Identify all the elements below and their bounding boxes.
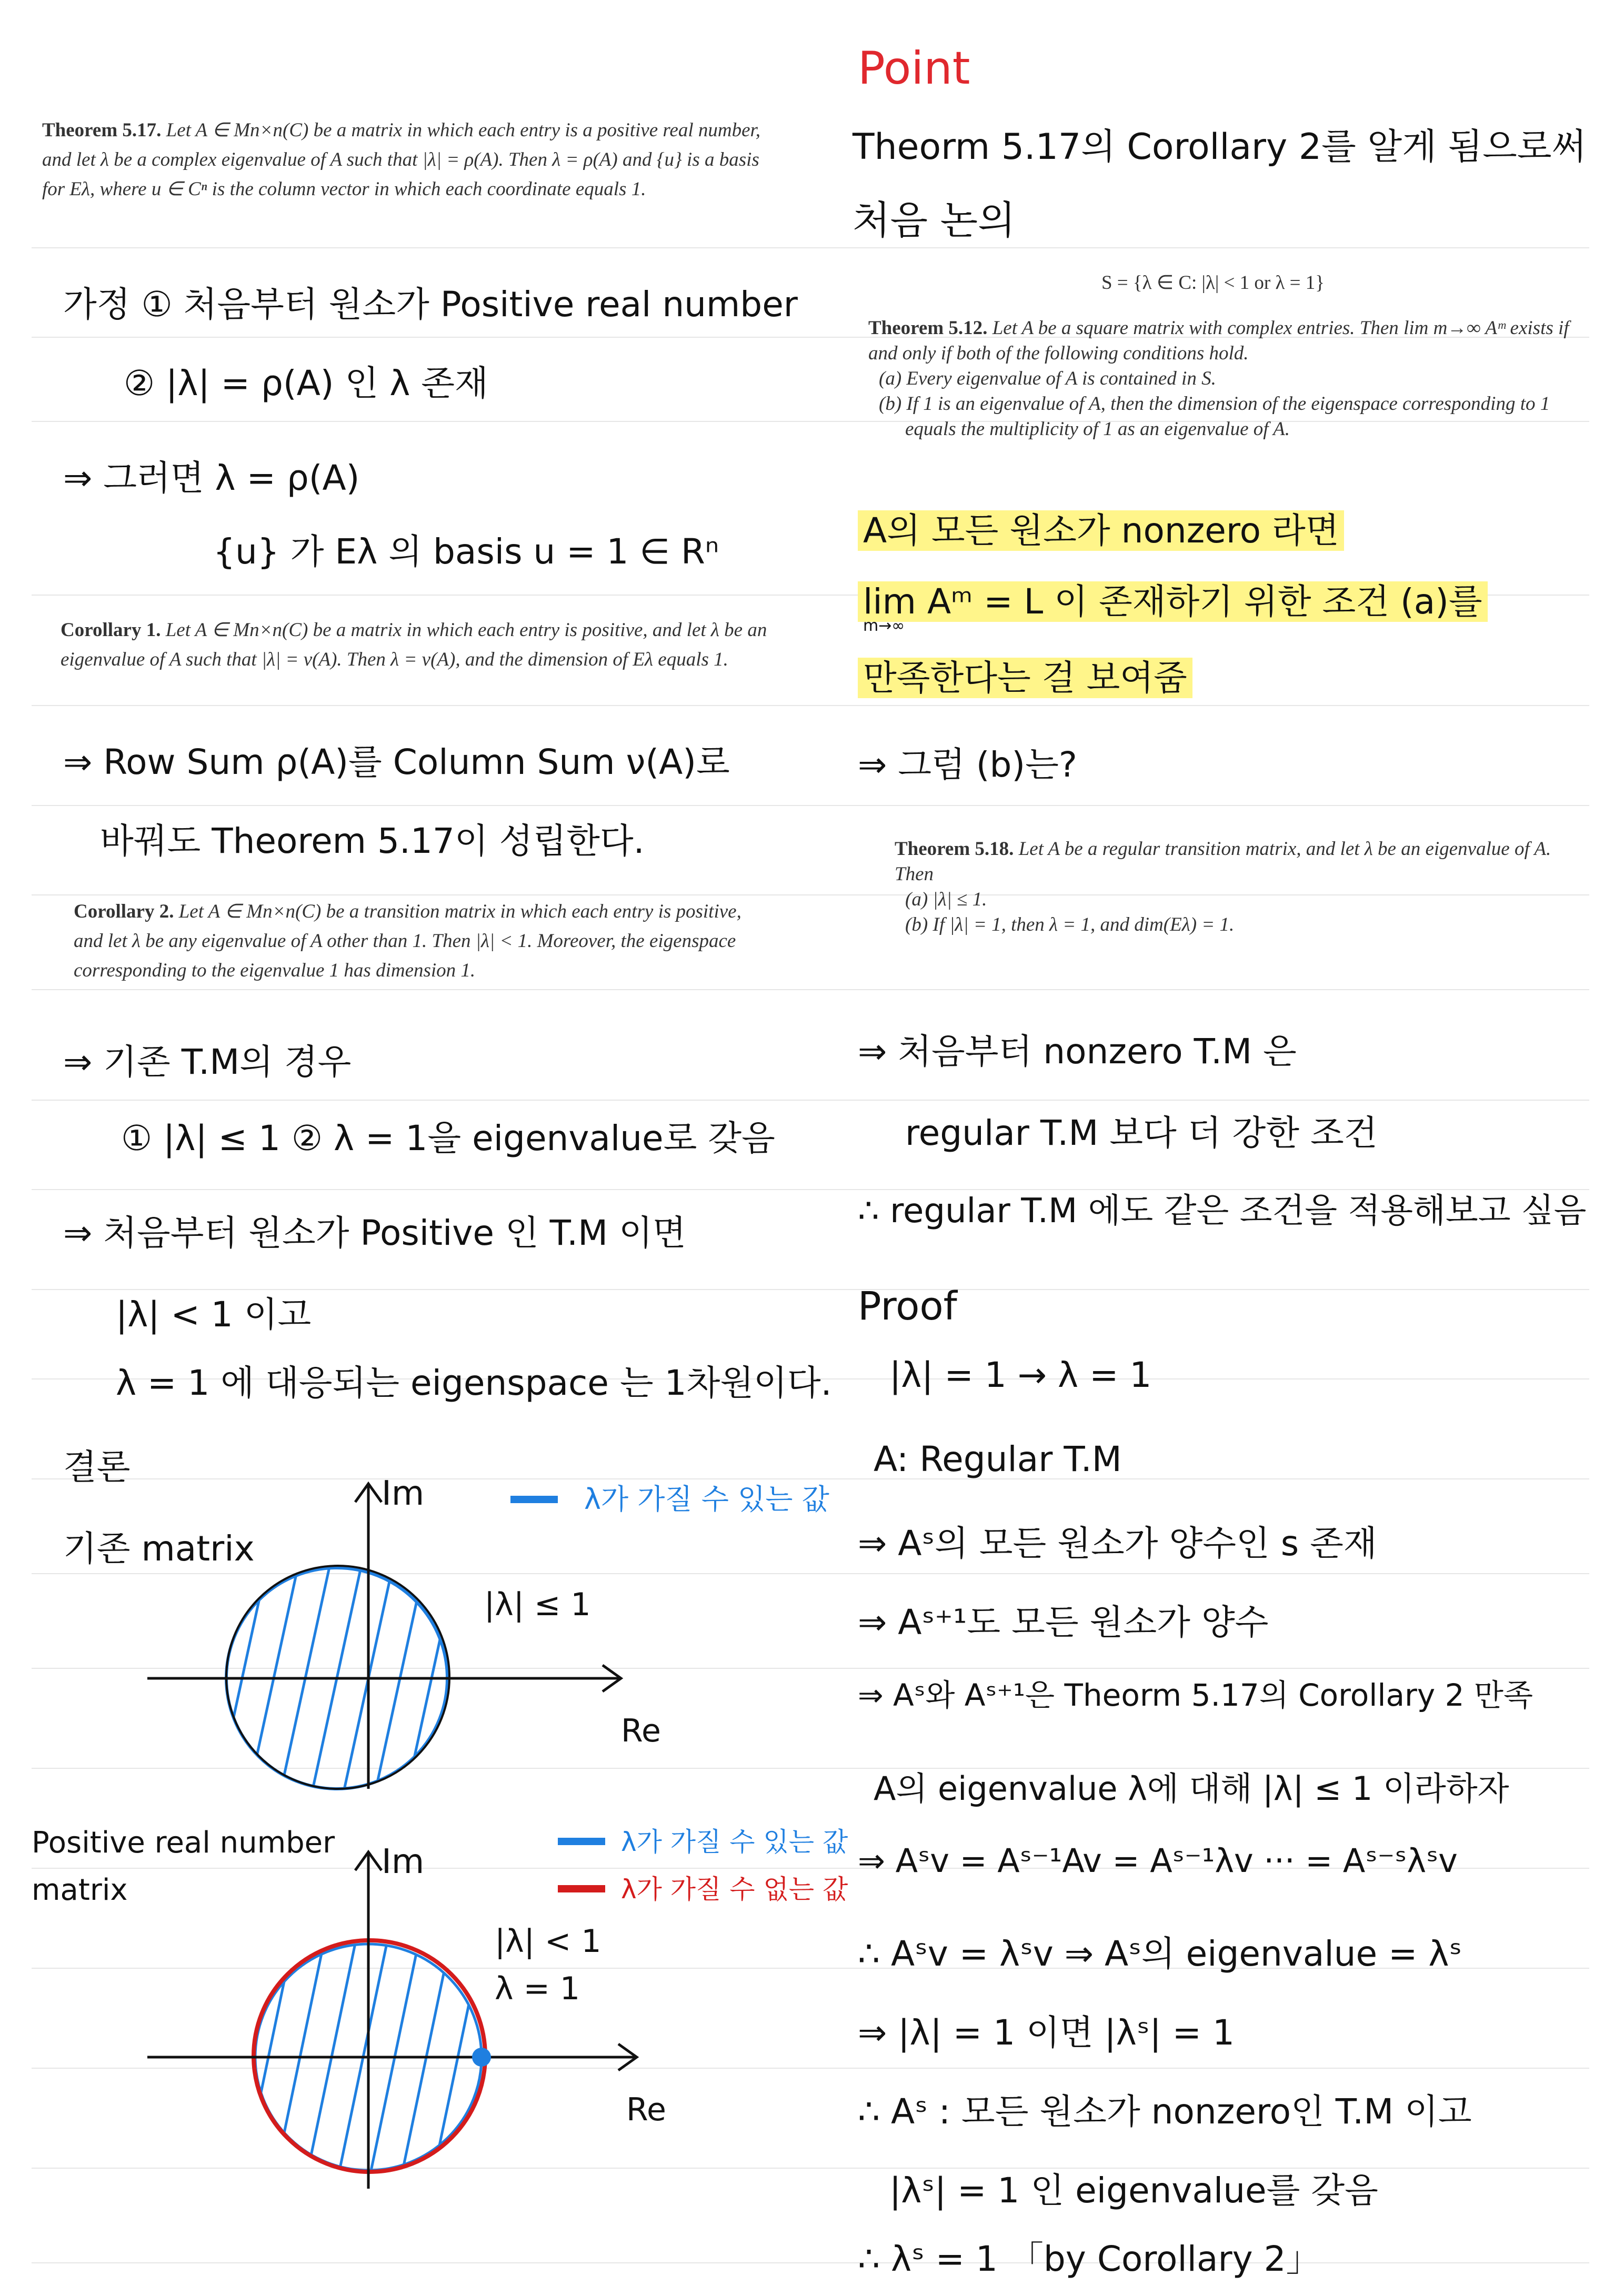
note1-line2: ② |λ| = ρ(A) 인 λ 존재: [124, 363, 488, 404]
highlight: 만족한다는 걸 보여줌: [858, 658, 1192, 698]
legend-blue-text: λ가 가질 수 있는 값: [584, 1483, 829, 1516]
lambda-one-point: [472, 2048, 491, 2067]
note2-line2: 바꿔도 Theorem 5.17이 성립한다.: [100, 821, 645, 861]
proof-line-11: |λˢ| = 1 인 eigenvalue를 갖음: [889, 2170, 1378, 2211]
theorem-label: Theorem 5.18.: [895, 838, 1014, 860]
condition-text: |λ| ≤ 1: [484, 1586, 591, 1623]
condition-text-1: |λ| < 1: [495, 1923, 602, 1960]
proof-line-6: A의 eigenvalue λ에 대해 |λ| ≤ 1 이라하자: [874, 1769, 1509, 1808]
theorem-text: Let A be a square matrix with complex entries. Then lim m→∞ Aᵐ exists if and only if both of the following conditions hold.: [868, 317, 1569, 364]
re-label: Re: [621, 1713, 661, 1749]
note4-limit-subscript: m→∞: [863, 617, 905, 635]
theorem-5-18-excerpt: [895, 837, 1584, 938]
corollary-2-excerpt: [74, 897, 774, 985]
note3-line5: λ = 1 에 대응되는 eigenspace 는 1차원이다.: [116, 1363, 832, 1403]
diagram2-label-line1: Positive real number: [32, 1826, 335, 1860]
re-label: Re: [626, 2091, 666, 2128]
proof-line-5: ⇒ Aˢ와 Aˢ⁺¹은 Theorm 5.17의 Corollary 2 만족: [858, 1677, 1533, 1713]
note3-line1: ⇒ 기존 T.M의 경우: [63, 1042, 352, 1082]
corollary-text: Let A ∈ Mn×n(C) be a matrix in which each entry is positive, and let λ be an eigenvalue of A such that |λ| = ν(A). Then λ = ν(A), and the dimension of Eλ equals 1.: [61, 619, 767, 670]
im-label: Im: [382, 1474, 425, 1513]
note1-line1: 가정 ① 처음부터 원소가 Positive real number: [63, 284, 798, 325]
right-column: [847, 0, 1595, 2296]
proof-line-4: ⇒ Aˢ⁺¹도 모든 원소가 양수: [858, 1602, 1269, 1643]
theorem-text: Let A be a regular transition matrix, and let λ be an eigenvalue of A. Then: [895, 838, 1551, 885]
corollary-label: Corollary 2.: [74, 901, 174, 922]
point-heading: Point: [858, 42, 970, 95]
proof-line-1: |λ| = 1 → λ = 1: [889, 1355, 1152, 1395]
proof-line-8: ∴ Aˢv = λˢv ⇒ Aˢ의 eigenvalue = λˢ: [858, 1934, 1462, 1974]
note4-line2: [858, 573, 1488, 623]
note3-line2: ① |λ| ≤ 1 ② λ = 1을 eigenvalue로 갖음: [121, 1118, 775, 1159]
highlight: lim Aᵐ = L 이 존재하기 위한 조건 (a)를: [858, 581, 1488, 622]
note4-line4: ⇒ 그럼 (b)는?: [858, 744, 1077, 785]
point-line2: 처음 논의: [853, 198, 1016, 243]
theorem-item-b: (b) If |λ| = 1, then λ = 1, and dim(Eλ) = 1.: [905, 914, 1235, 935]
note4-line1: [858, 502, 1344, 552]
proof-line-7: ⇒ Aˢv = Aˢ⁻¹Av = Aˢ⁻¹λv ··· = Aˢ⁻ˢλˢv: [858, 1841, 1458, 1880]
corollary-text: Let A ∈ Mn×n(C) be a transition matrix in which each entry is positive, and let λ be any eigenvalue of A other than 1. Then |λ| < 1. Moreover, the eigenspace corresponding to the eigenvalue 1 has dimension 1.: [74, 901, 741, 981]
point-line1: Theorm 5.17의 Corollary 2를 알게 됨으로써: [853, 126, 1587, 168]
theorem-5-17-excerpt: [42, 116, 768, 204]
condition-text-2: λ = 1: [495, 1970, 580, 2007]
complex-plane-diagram-1: [95, 1463, 829, 1789]
note5-line2: regular T.M 보다 더 강한 조건: [905, 1113, 1378, 1153]
highlight: A의 모든 원소가 nonzero 라면: [858, 510, 1344, 551]
note5-line3: ∴ regular T.M 에도 같은 조건을 적용해보고 싶음: [858, 1192, 1587, 1231]
set-s-definition: S = {λ ∈ C: |λ| < 1 or λ = 1}: [1101, 272, 1325, 294]
note2-line1: ⇒ Row Sum ρ(A)를 Column Sum ν(A)로: [63, 742, 730, 782]
theorem-label: Theorem 5.12.: [868, 317, 988, 339]
diagram2-label-line2: matrix: [32, 1873, 128, 1907]
proof-line-9: ⇒ |λ| = 1 이면 |λˢ| = 1: [858, 2012, 1235, 2053]
proof-line-12: ∴ λˢ = 1 「by Corollary 2」: [858, 2239, 1321, 2279]
note1-line4: {u} 가 Eλ 의 basis u = 1 ∈ Rⁿ: [213, 531, 719, 572]
note4-line3: [858, 650, 1192, 700]
theorem-text: Let A ∈ Mn×n(C) be a matrix in which each entry is a positive real number, and let λ be a complex eigenvalue of A such that |λ| = ρ(A). Then λ = ρ(A) and {u} is a basis for Eλ, where u ∈ Cⁿ is the column vector in which each coordinate equals 1.: [42, 119, 761, 200]
corollary-1-excerpt: [61, 616, 768, 674]
note3-line3: ⇒ 처음부터 원소가 Positive 인 T.M 이면: [63, 1213, 686, 1253]
proof-title: Proof: [858, 1284, 957, 1329]
theorem-5-12-excerpt: [868, 316, 1584, 442]
im-label: Im: [382, 1842, 425, 1881]
complex-plane-diagram-2: [95, 1826, 848, 2189]
legend-red-text: λ가 가질 수 없는 값: [621, 1874, 848, 1905]
note5-line1: ⇒ 처음부터 nonzero T.M 은: [858, 1031, 1297, 1072]
theorem-item-a: (a) Every eigenvalue of A is contained in S.: [879, 368, 1216, 389]
proof-line-10: ∴ Aˢ : 모든 원소가 nonzero인 T.M 이고: [858, 2091, 1472, 2132]
left-column: [32, 0, 848, 2296]
theorem-label: Theorem 5.17.: [42, 119, 162, 141]
theorem-item-b: (b) If 1 is an eigenvalue of A, then the dimension of the eigenspace corresponding to 1 equals the multiplicity of 1 as an eigenvalue of A.: [879, 393, 1550, 440]
diagram1-label: 기존 matrix: [63, 1528, 255, 1569]
note3-line4: |λ| < 1 이고: [116, 1294, 312, 1335]
corollary-label: Corollary 1.: [61, 619, 161, 641]
theorem-item-a: (a) |λ| ≤ 1.: [905, 889, 987, 910]
note1-line3: ⇒ 그러면 λ = ρ(A): [63, 458, 360, 498]
legend-blue-text: λ가 가질 수 있는 값: [621, 1827, 848, 1857]
proof-line-3: ⇒ Aˢ의 모든 원소가 양수인 s 존재: [858, 1523, 1377, 1564]
proof-line-2: A: Regular T.M: [874, 1439, 1122, 1479]
note3-line6: 결론: [63, 1447, 131, 1487]
